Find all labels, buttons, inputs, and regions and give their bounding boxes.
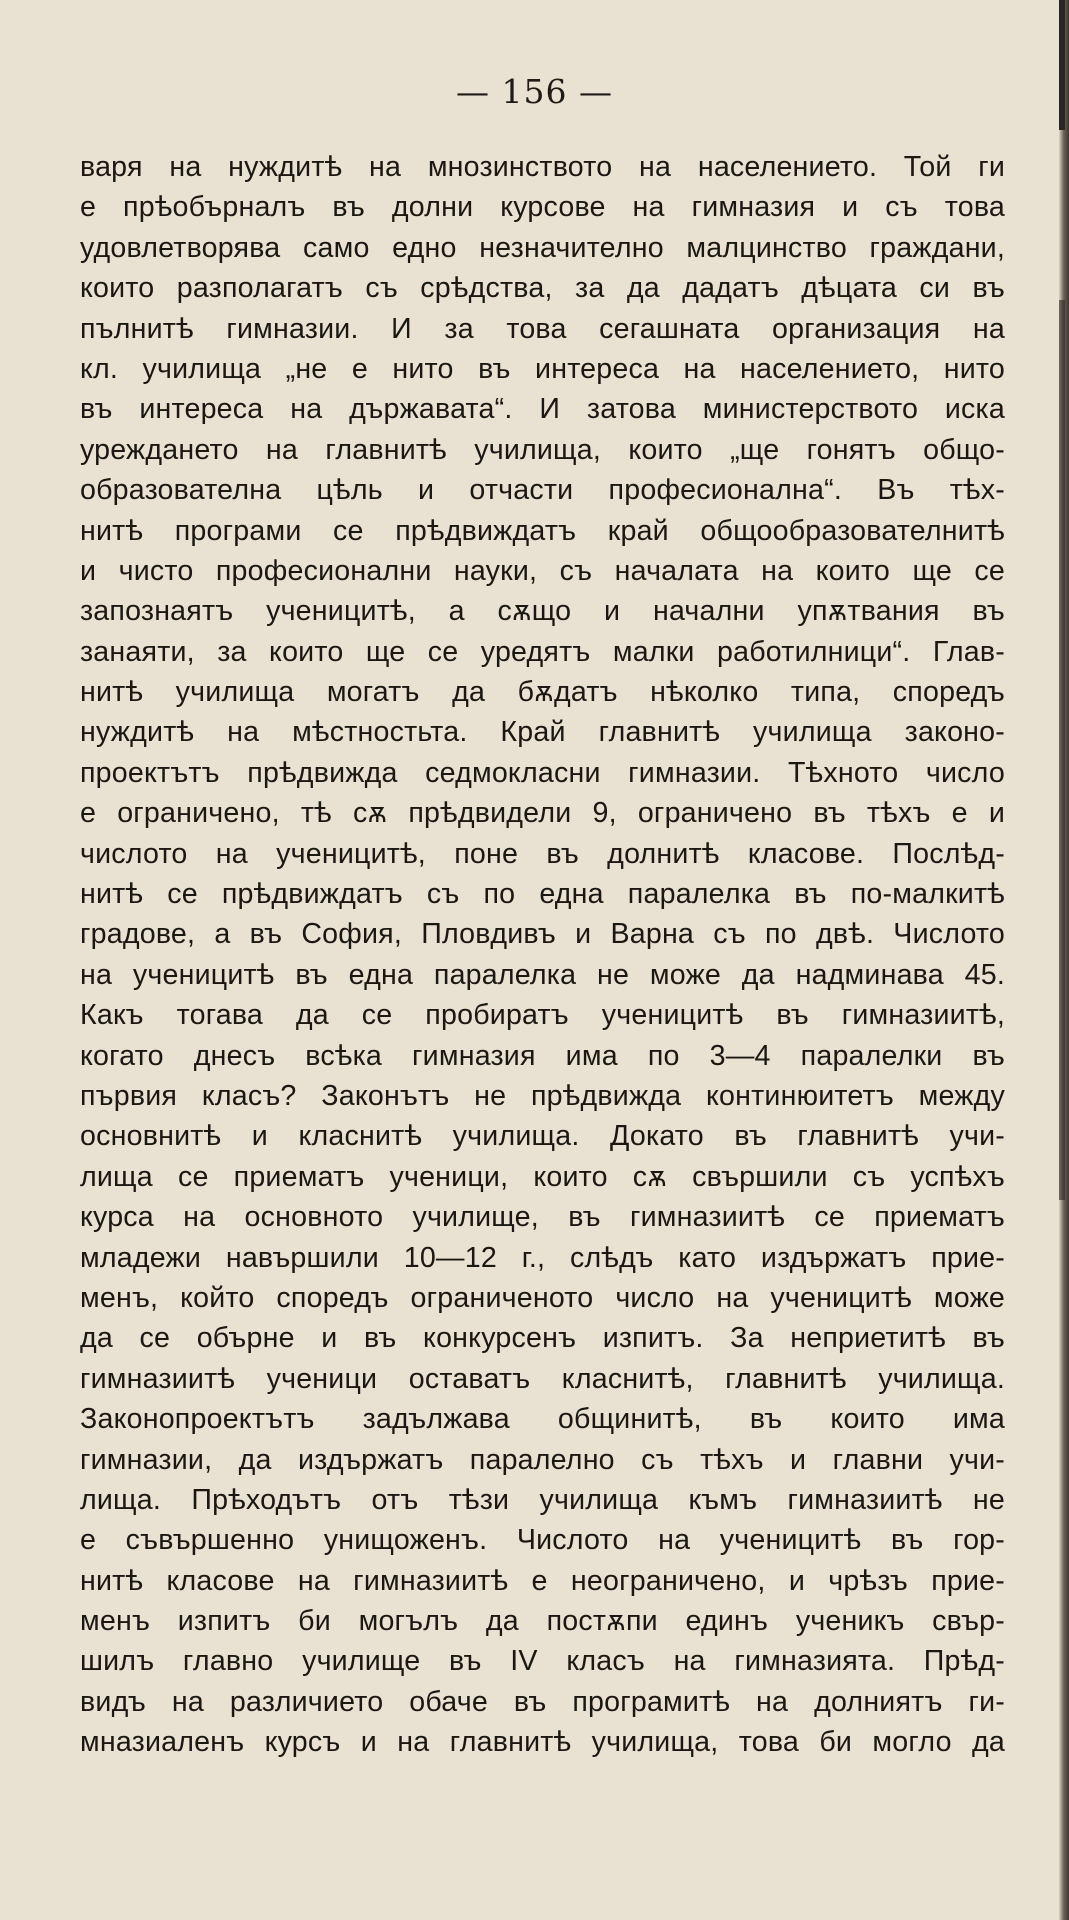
text-line: лища се приематъ ученици, които сѫ свършили съ успѣхъ [80,1160,1005,1193]
text-line: уреждането на главнитѣ училища, които „ще гонятъ общо- [80,433,1005,466]
text-line: е прѣобърналъ въ долни курсове на гимназия и съ това [80,191,1005,224]
text-line: първия класъ? Законътъ не прѣдвижда континюитетъ между [80,1079,1005,1112]
text-line: видъ на различието обаче въ програмитѣ на долниятъ ги- [80,1685,1005,1718]
text-line: варя на нуждитѣ на мнозинството на населението. Той ги [80,151,1005,183]
text-line: да се обърне и въ конкурсенъ изпитъ. За неприетитѣ въ [80,1322,1005,1355]
text-line: запознаятъ ученицитѣ, а сѫщо и начални упѫтвания въ [80,595,1005,628]
text-line: гимназии, да издържатъ паралелно съ тѣхъ и главни учи- [80,1443,1005,1476]
text-line: проектътъ прѣдвижда седмокласни гимназии. Тѣхното число [80,756,1005,789]
text-line: градове, а въ София, Пловдивъ и Варна съ по двѣ. Числото [80,918,1005,951]
text-line: курса на основното училище, въ гимназиитѣ се приематъ [80,1201,1005,1234]
body-text [80,147,1005,1763]
text-line: Законопроектътъ задължава общинитѣ, въ които има [80,1403,1005,1436]
text-line: и чисто професионални науки, съ началата на които ще се [80,554,1005,587]
text-line: въ интереса на държавата“. И затова министерството иска [80,393,1005,426]
text-line: които разполагатъ съ срѣдства, за да дадатъ дѣцата си въ [80,272,1005,305]
text-line: шилъ главно училище въ IV класъ на гимназията. Прѣд- [80,1645,1005,1678]
text-line: е съвършенно унищоженъ. Числото на ученицитѣ въ гор- [80,1524,1005,1557]
text-line: нитѣ програми се прѣдвиждатъ край общообразователнитѣ [80,514,1005,547]
text-line: на ученицитѣ въ една паралелка не може да надминава 45. [80,958,1005,991]
text-line: менъ изпитъ би могълъ да постѫпи единъ ученикъ свър- [80,1605,1005,1638]
text-line: менъ, който споредъ ограниченото число на ученицитѣ може [80,1281,1005,1314]
text-line: числото на ученицитѣ, поне въ долнитѣ класове. Послѣд- [80,837,1005,870]
text-line: образователна цѣль и отчасти професионална“. Въ тѣх- [80,474,1005,507]
text-line: нитѣ се прѣдвиждатъ съ по една паралелка въ по-малкитѣ [80,878,1005,911]
page-binding-edge [1059,0,1069,1920]
text-line: мназиаленъ курсъ и на главнитѣ училища, това би могло да [80,1726,1005,1759]
text-line: лища. Прѣходътъ отъ тѣзи училища къмъ гимназиитѣ не [80,1483,1005,1516]
text-line: основнитѣ и класнитѣ училища. Докато въ главнитѣ учи- [80,1120,1005,1153]
text-line: занаяти, за които ще се уредятъ малки работилници“. Глав- [80,635,1005,668]
text-line: гимназиитѣ ученици оставатъ класнитѣ, главнитѣ училища. [80,1362,1005,1395]
text-line: кл. училища „не е нито въ интереса на населението, нито [80,352,1005,385]
text-line: когато днесъ всѣка гимназия има по 3—4 паралелки въ [80,1039,1005,1072]
text-line: е ограничено, тѣ сѫ прѣдвидели 9, ограничено въ тѣхъ е и [80,797,1005,830]
text-line: нитѣ класове на гимназиитѣ е неограничено, и чрѣзъ прие- [80,1564,1005,1597]
edge-shadow-middle [1059,300,1065,1200]
text-line: удовлетворява само едно незначително малцинство граждани, [80,231,1005,264]
text-line: Какъ тогава да се пробиратъ ученицитѣ въ гимназиитѣ, [80,999,1005,1032]
page-number: — 156 — [456,72,613,111]
text-line: младежи навършили 10—12 г., слѣдъ като издържатъ прие- [80,1241,1005,1274]
text-line: пълнитѣ гимназии. И за това сегашната организация на [80,312,1005,345]
text-line: нуждитѣ на мѣстностьта. Край главнитѣ училища законо- [80,716,1005,749]
text-line: нитѣ училища могатъ да бѫдатъ нѣколко типа, споредъ [80,676,1005,709]
